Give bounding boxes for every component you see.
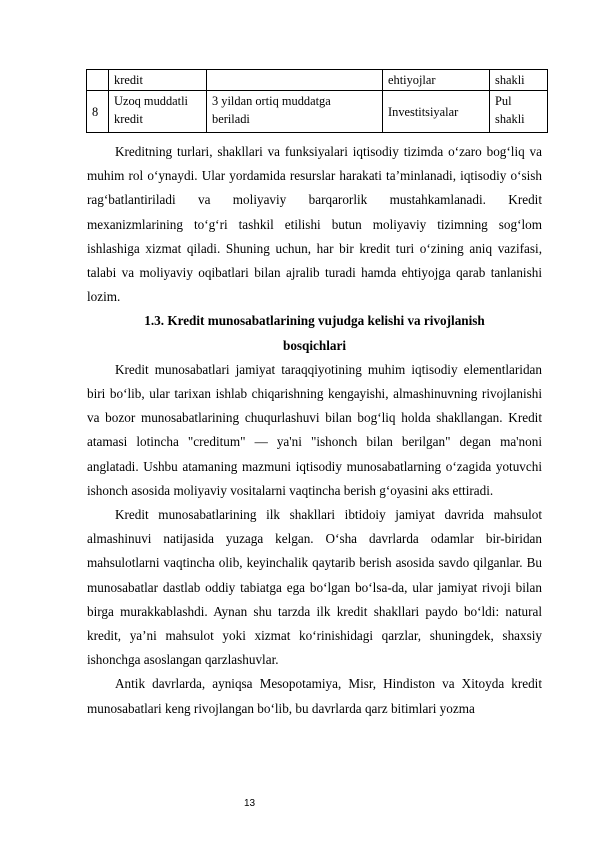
- table-cell: shakli: [490, 70, 548, 91]
- table-row: [87, 91, 548, 133]
- description-cell: [207, 91, 383, 133]
- table-cell: [87, 70, 109, 91]
- form-cell: [490, 91, 548, 133]
- paragraph: Kreditning turlari, shakllari va funksiyalari iqtisodiy tizimda o‘zaro bog‘liq va muhim rol o‘ynaydi. Ular yordamida resurslar harakati ta’minlanadi, iqtisodiy o‘sish rag‘batlantiriladi va moliyaviy barqarorlik mustahkamlanadi. Kredit mexanizmlarining to‘g‘ri tashkil etilishi butun moliyaviy tizimning sog‘lom ishlashiga xizmat qiladi. Shuning uchun, har bir kredit turi o‘zining aniq vazifasi, talabi va moliyaviy oqibatlari bilan ajralib turadi hamda ehtiyojga qarab tanlanishi lozim.: [87, 144, 542, 305]
- heading-line: 1.3. Kredit munosabatlarining vujudga kelishi va rivojlanish: [144, 313, 485, 329]
- description-line: 3 yildan ortiq muddatga: [212, 94, 331, 108]
- form-line: Pul: [495, 94, 512, 108]
- credit-type-cell: [109, 91, 207, 133]
- section-heading: [87, 309, 542, 357]
- paragraph: Antik davrlarda, ayniqsa Mesopotamiya, Misr, Hindiston va Xitoyda kredit munosabatlari keng rivojlangan bo‘lib, bu davrlarda qarz bitimlari yozma: [87, 676, 542, 716]
- document-body: [87, 140, 542, 721]
- credit-type-line: kredit: [114, 112, 143, 126]
- credit-types-table: [86, 69, 548, 133]
- description-line: beriladi: [212, 112, 250, 126]
- page-number: 13: [244, 798, 256, 809]
- table-cell: ehtiyojlar: [383, 70, 490, 91]
- table-cell: [207, 70, 383, 91]
- table-row: [87, 70, 548, 91]
- credit-type-line: Uzoq muddatli: [114, 94, 188, 108]
- heading-line: bosqichlari: [282, 337, 347, 353]
- row-number-cell: 8: [87, 91, 109, 133]
- paragraph: Kredit munosabatlari jamiyat taraqqiyotining muhim iqtisodiy elementlaridan biri bo‘lib, ular tarixan ishlab chiqarishning kengayishi, almashinuvning rivojlanishi va bozor munosabatlarining chuqurlashuvi bilan bog‘liq holda shakllangan. Kredit atamasi lotincha "creditum" — ya'ni "ishonch bilan berilgan" degan ma'noni anglatadi. Ushbu atamaning mazmuni iqtisodiy munosabatlarning o‘zagida yotuvchi ishonch asosida moliyaviy vositalarni vaqtincha berish g‘oyasini aks ettiradi.: [87, 361, 542, 498]
- paragraph: Kredit munosabatlarining ilk shakllari ibtidoiy jamiyat davrida mahsulot almashinuvi natijasida yuzaga kelgan. O‘sha davrlarda odamlar bir-biridan mahsulotlarni vaqtincha olib, keyinchalik qaytarib berish asosida savdo qilganlar. Bu munosabatlar dastlab oddiy tabiatga ega bo‘lgan bo‘lsa-da, ular jamiyat rivoji bilan birga murakkablashdi. Aynan shu tarzda ilk kredit shakllari paydo bo‘ldi: natural kredit, ya’ni mahsulot yoki xizmat ko‘rinishidagi qarzlar, shuningdek, shaxsiy ishonchga asoslangan qarzlashuvlar.: [87, 507, 542, 668]
- form-line: shakli: [495, 112, 525, 126]
- table-cell: kredit: [109, 70, 207, 91]
- purpose-cell: Investitsiyalar: [383, 91, 490, 133]
